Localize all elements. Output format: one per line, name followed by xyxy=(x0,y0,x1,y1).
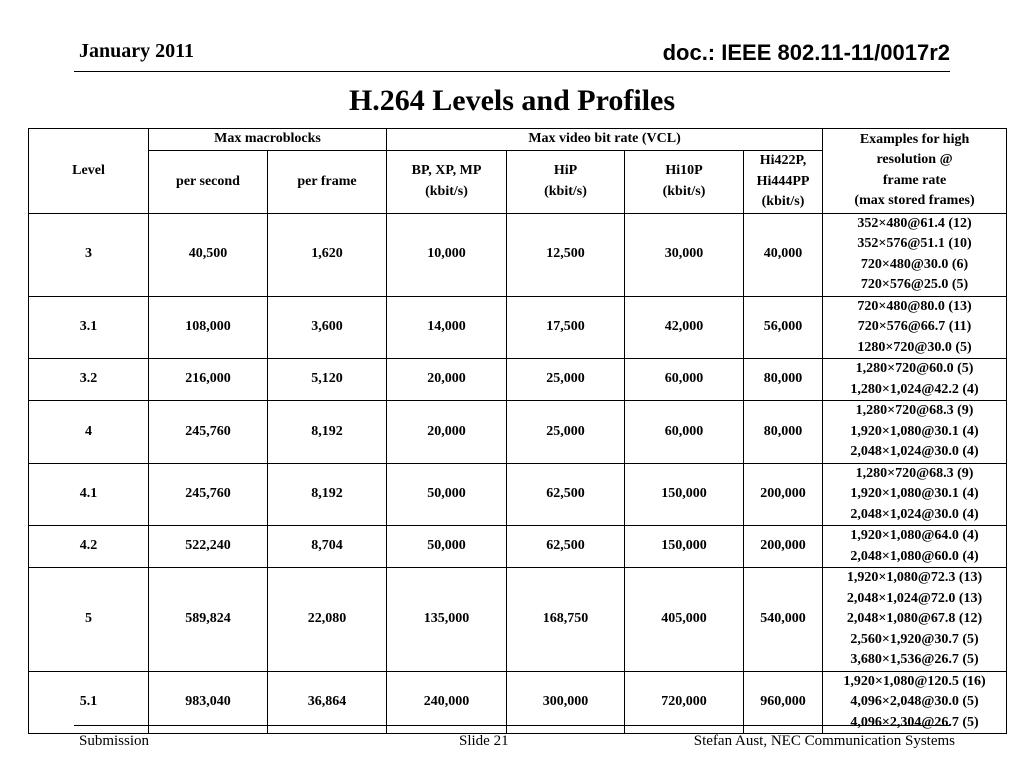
cell-hi422p: 80,000 xyxy=(744,401,823,464)
slide-title: H.264 Levels and Profiles xyxy=(348,84,676,117)
cell-bp: 50,000 xyxy=(387,463,507,526)
col-header-examples-line: Examples for high xyxy=(859,131,970,147)
col-header-examples xyxy=(823,129,1007,214)
cell-hi10p: 150,000 xyxy=(625,526,744,568)
example-resolution: 1,920×1,080@30.1 (4) xyxy=(850,486,979,501)
col-header-hi422p-line: Hi444PP xyxy=(756,173,810,189)
col-header-hi10p-line: (kbit/s) xyxy=(662,183,706,199)
col-header-examples-line: resolution @ xyxy=(876,152,953,168)
col-header-examples-line: (max stored frames) xyxy=(854,193,975,209)
example-resolution: 1,920×1,080@30.1 (4) xyxy=(850,423,979,439)
example-resolution: 720×576@25.0 (5) xyxy=(860,277,969,292)
example-resolution: 720×480@80.0 (13) xyxy=(857,298,972,314)
cell-hip: 25,000 xyxy=(507,359,625,401)
cell-level: 4.2 xyxy=(29,526,149,568)
cell-bp: 240,000 xyxy=(387,671,507,734)
example-resolution: 3,680×1,536@26.7 (5) xyxy=(850,652,979,667)
example-resolution: 2,048×1,024@72.0 (13) xyxy=(846,590,983,606)
footer-author: Stefan Aust, NEC Communication Systems xyxy=(693,733,955,749)
cell-hi10p: 720,000 xyxy=(625,671,744,734)
table-row xyxy=(29,526,1007,568)
col-header-hi422p xyxy=(744,151,823,214)
example-resolution: 1,280×720@68.3 (9) xyxy=(855,465,974,481)
cell-per-second: 216,000 xyxy=(149,359,268,401)
example-resolution: 352×480@61.4 (12) xyxy=(857,215,972,231)
cell-level: 4 xyxy=(29,401,149,464)
cell-hi10p: 405,000 xyxy=(625,568,744,672)
col-group-max-macroblocks: Max macroblocks xyxy=(149,129,387,151)
cell-per-frame: 22,080 xyxy=(268,568,387,672)
cell-hip: 300,000 xyxy=(507,671,625,734)
cell-hi10p: 42,000 xyxy=(625,296,744,359)
cell-hip: 62,500 xyxy=(507,526,625,568)
col-header-hi422p-line: Hi422P, xyxy=(759,153,807,168)
example-resolution: 2,048×1,080@60.0 (4) xyxy=(850,548,979,564)
example-resolution: 352×576@51.1 (10) xyxy=(857,236,972,251)
cell-per-frame: 8,704 xyxy=(268,526,387,568)
levels-table xyxy=(28,128,1007,734)
cell-hi10p: 60,000 xyxy=(625,401,744,464)
example-resolution: 720×576@66.7 (11) xyxy=(857,319,972,334)
cell-hip: 25,000 xyxy=(507,401,625,464)
cell-level: 3.1 xyxy=(29,296,149,359)
col-header-bp-line: (kbit/s) xyxy=(425,183,468,199)
cell-examples xyxy=(823,401,1007,464)
cell-hi10p: 150,000 xyxy=(625,463,744,526)
col-header-examples-line: frame rate xyxy=(882,172,947,188)
cell-hi422p: 200,000 xyxy=(744,463,823,526)
col-header-hip-line: (kbit/s) xyxy=(544,183,587,199)
table-row xyxy=(29,213,1007,296)
cell-examples xyxy=(823,526,1007,568)
cell-hip: 62,500 xyxy=(507,463,625,526)
cell-per-frame: 8,192 xyxy=(268,401,387,464)
example-resolution: 2,560×1,920@30.7 (5) xyxy=(850,631,979,647)
cell-per-frame: 3,600 xyxy=(268,296,387,359)
col-header-hip xyxy=(507,151,625,214)
example-resolution: 2,048×1,024@30.0 (4) xyxy=(850,444,979,459)
col-group-max-bitrate: Max video bit rate (VCL) xyxy=(387,129,823,151)
header-date: January 2011 xyxy=(79,40,195,62)
cell-bp: 14,000 xyxy=(387,296,507,359)
example-resolution: 720×480@30.0 (6) xyxy=(860,256,969,272)
table-row xyxy=(29,568,1007,672)
example-resolution: 4,096×2,304@26.7 (5) xyxy=(850,714,979,730)
example-resolution: 1,920×1,080@64.0 (4) xyxy=(850,528,979,543)
cell-examples xyxy=(823,463,1007,526)
header-doc-id: doc.: IEEE 802.11-11/0017r2 xyxy=(662,40,950,65)
example-resolution: 1,280×720@68.3 (9) xyxy=(855,403,974,418)
cell-hi422p: 200,000 xyxy=(744,526,823,568)
cell-examples xyxy=(823,213,1007,296)
cell-hi422p: 80,000 xyxy=(744,359,823,401)
col-header-bp xyxy=(387,151,507,214)
col-header-hi10p xyxy=(625,151,744,214)
example-resolution: 1,920×1,080@72.3 (13) xyxy=(846,570,983,585)
col-header-hip-line: HiP xyxy=(553,163,578,179)
cell-level: 5 xyxy=(29,568,149,672)
example-resolution: 1,280×1,024@42.2 (4) xyxy=(850,381,979,397)
table-row xyxy=(29,296,1007,359)
col-header-hi10p-line: Hi10P xyxy=(665,163,703,179)
cell-per-frame: 5,120 xyxy=(268,359,387,401)
col-header-bp-line: BP, XP, MP xyxy=(411,163,482,179)
cell-per-second: 245,760 xyxy=(149,401,268,464)
cell-hip: 12,500 xyxy=(507,213,625,296)
cell-bp: 20,000 xyxy=(387,401,507,464)
cell-hip: 17,500 xyxy=(507,296,625,359)
cell-hip: 168,750 xyxy=(507,568,625,672)
cell-per-second: 983,040 xyxy=(149,671,268,734)
cell-per-second: 589,824 xyxy=(149,568,268,672)
cell-examples xyxy=(823,359,1007,401)
table-row xyxy=(29,401,1007,464)
example-resolution: 4,096×2,048@30.0 (5) xyxy=(850,694,979,709)
cell-per-frame: 8,192 xyxy=(268,463,387,526)
cell-per-frame: 1,620 xyxy=(268,213,387,296)
cell-hi422p: 540,000 xyxy=(744,568,823,672)
footer-submission: Submission xyxy=(79,733,150,749)
cell-examples xyxy=(823,568,1007,672)
example-resolution: 2,048×1,024@30.0 (4) xyxy=(850,506,979,522)
example-resolution: 1,920×1,080@120.5 (16) xyxy=(843,673,986,689)
cell-bp: 20,000 xyxy=(387,359,507,401)
table-row xyxy=(29,359,1007,401)
footer-slide-number: Slide 21 xyxy=(459,733,509,749)
table-row xyxy=(29,463,1007,526)
cell-hi10p: 30,000 xyxy=(625,213,744,296)
cell-bp: 10,000 xyxy=(387,213,507,296)
col-header-hi422p-line: (kbit/s) xyxy=(761,194,805,209)
cell-per-second: 108,000 xyxy=(149,296,268,359)
cell-hi422p: 960,000 xyxy=(744,671,823,734)
footer-divider xyxy=(74,725,950,726)
example-resolution: 2,048×1,080@67.8 (12) xyxy=(846,611,983,626)
cell-hi422p: 40,000 xyxy=(744,213,823,296)
cell-hi422p: 56,000 xyxy=(744,296,823,359)
cell-bp: 135,000 xyxy=(387,568,507,672)
cell-per-second: 245,760 xyxy=(149,463,268,526)
col-header-per-frame: per frame xyxy=(268,151,387,214)
header-divider xyxy=(74,71,950,72)
cell-per-second: 40,500 xyxy=(149,213,268,296)
cell-hi10p: 60,000 xyxy=(625,359,744,401)
cell-per-frame: 36,864 xyxy=(268,671,387,734)
example-resolution: 1,280×720@60.0 (5) xyxy=(855,361,974,376)
col-header-level: Level xyxy=(29,129,149,214)
cell-per-second: 522,240 xyxy=(149,526,268,568)
cell-bp: 50,000 xyxy=(387,526,507,568)
col-header-per-second: per second xyxy=(149,151,268,214)
cell-level: 3 xyxy=(29,213,149,296)
cell-examples xyxy=(823,296,1007,359)
cell-level: 3.2 xyxy=(29,359,149,401)
cell-level: 4.1 xyxy=(29,463,149,526)
example-resolution: 1280×720@30.0 (5) xyxy=(857,339,972,355)
cell-level: 5.1 xyxy=(29,671,149,734)
